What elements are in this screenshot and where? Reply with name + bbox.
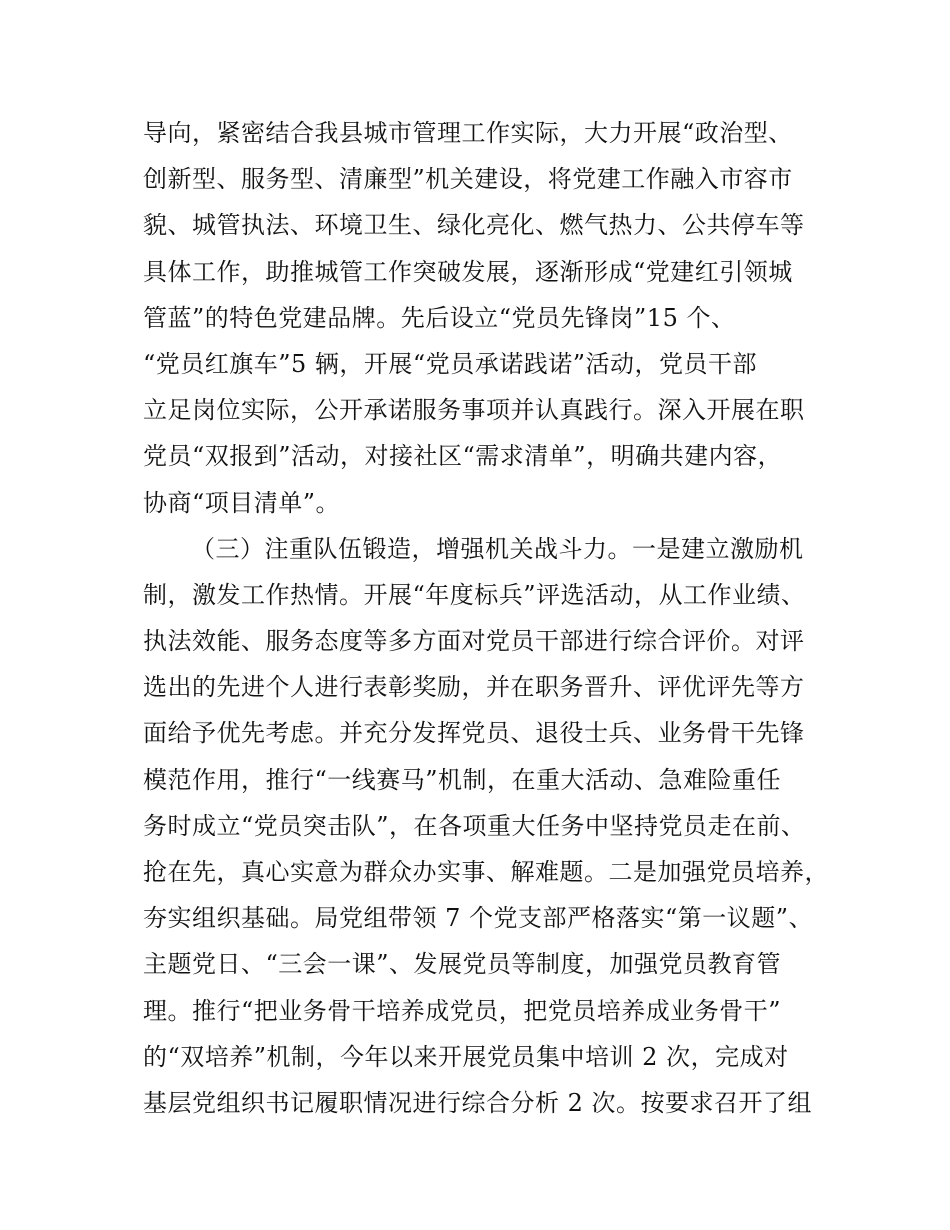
paragraph-line: 貌、城管执法、环境卫生、绿化亮化、燃气热力、公共停车等	[143, 211, 805, 240]
paragraph-line: 协商“项目清单”。	[143, 488, 341, 517]
document-body	[143, 110, 833, 1126]
paragraph-line: 具体工作，助推城管工作突破发展，逐渐形成“党建红引领城	[143, 257, 793, 286]
paragraph-line: 选出的先进个人进行表彰奖励，并在职务晋升、评优评先等方	[143, 673, 805, 702]
paragraph-line: 执法效能、服务态度等多方面对党员干部进行综合评价。对评	[143, 627, 805, 656]
paragraph-line: 导向，紧密结合我县城市管理工作实际，大力开展“政治型、	[143, 119, 793, 147]
paragraph-line: 面给予优先考虑。并充分发挥党员、退役士兵、业务骨干先锋	[143, 719, 805, 748]
paragraph-line: 基层党组织书记履职情况进行综合分析 2 次。按要求召开了组	[143, 1088, 813, 1117]
paragraph-line: 立足岗位实际，公开承诺服务事项并认真践行。深入开展在职	[143, 396, 805, 425]
paragraph-line: 党员“双报到”活动，对接社区“需求清单”，明确共建内容，	[143, 442, 783, 471]
paragraph-line: 创新型、服务型、清廉型”机关建设，将党建工作融入市容市	[143, 165, 793, 194]
paragraph-line: 理。推行“把业务骨干培养成党员，把党员培养成业务骨干”	[143, 996, 782, 1025]
paragraph-line: 的“双培养”机制，今年以来开展党员集中培训 2 次，完成对	[143, 1042, 789, 1071]
paragraph-line: 模范作用，推行“一线赛马”机制，在重大活动、急难险重任	[143, 765, 782, 794]
paragraph-2	[143, 526, 833, 1126]
paragraph-1	[143, 110, 833, 526]
paragraph-line: 夯实组织基础。局党组带领 7 个党支部严格落实“第一议题”、	[143, 904, 814, 933]
paragraph-first-line: （三）注重队伍锻造，增强机关战斗力。一是建立激励机	[191, 534, 804, 563]
paragraph-line: 制，激发工作热情。开展“年度标兵”评选活动，从工作业绩、	[143, 580, 806, 609]
paragraph-line: 抢在先，真心实意为群众办实事、解难题。二是加强党员培养，	[143, 858, 829, 886]
paragraph-line: 管蓝”的特色党建品牌。先后设立“党员先锋岗”15 个、	[143, 303, 736, 332]
paragraph-line: 主题党日、“三会一课”、发展党员等制度，加强党员教育管	[143, 950, 782, 979]
paragraph-line: “党员红旗车”5 辆，开展“党员承诺践诺”活动，党员干部	[143, 349, 757, 378]
paragraph-line: 务时成立“党员突击队”，在各项重大任务中坚持党员走在前、	[143, 811, 806, 840]
